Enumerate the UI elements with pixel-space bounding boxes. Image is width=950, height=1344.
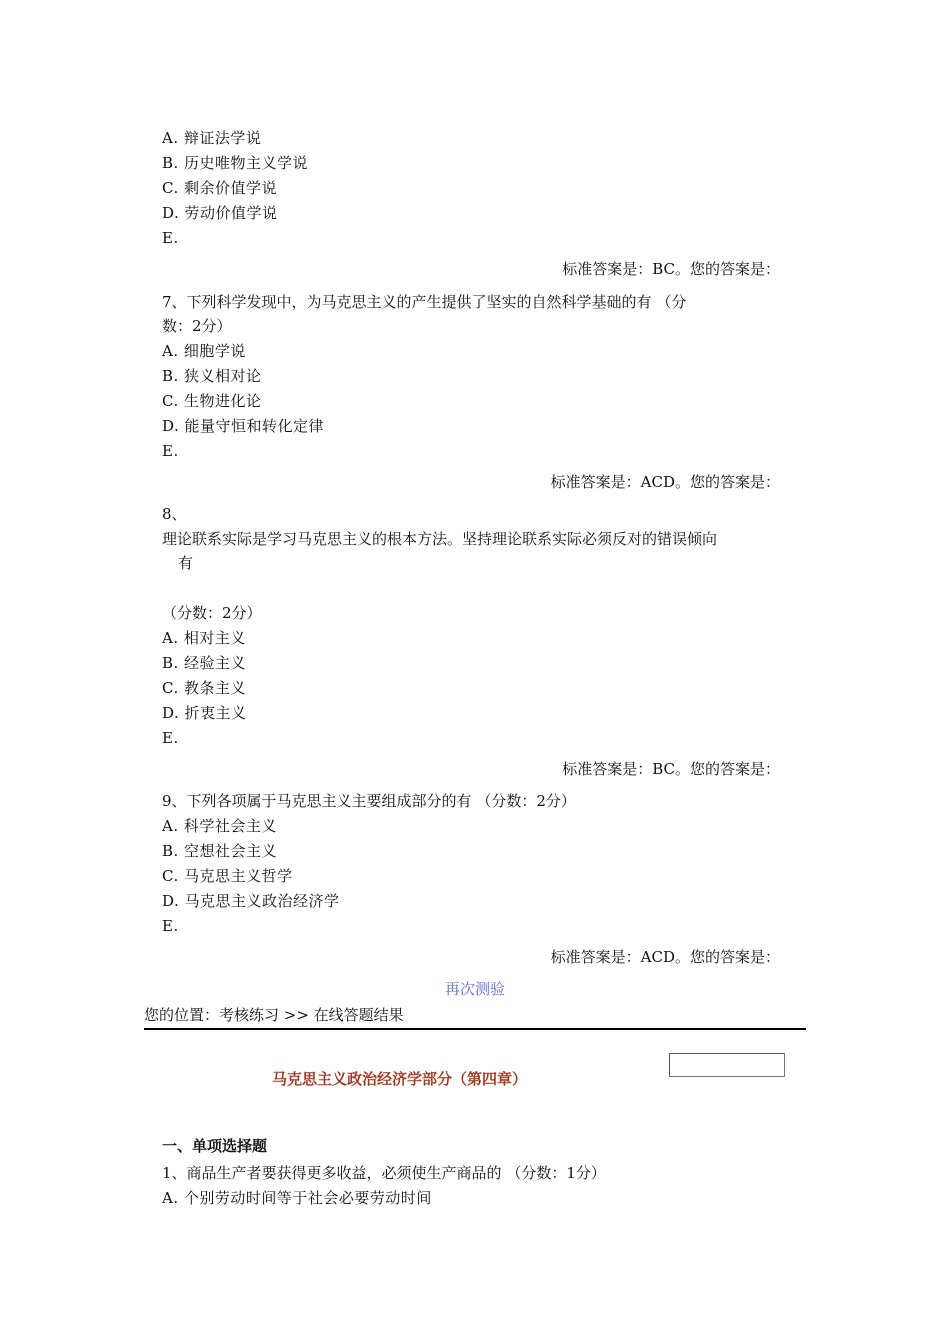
q7-option-e: E. xyxy=(162,442,179,460)
q8-score: （分数：2分） xyxy=(162,604,262,622)
retry-quiz-link[interactable]: 再次测验 xyxy=(444,980,505,998)
q8-number: 8、 xyxy=(162,505,187,523)
q9-option-a: A. 科学社会主义 xyxy=(162,817,277,835)
q6-option-a: A. 辩证法学说 xyxy=(162,129,262,147)
text-input-box[interactable] xyxy=(669,1053,785,1077)
chapter-title: 马克思主义政治经济学部分（第四章） xyxy=(272,1070,528,1088)
q8-option-e: E. xyxy=(162,729,179,747)
q8-option-b: B. 经验主义 xyxy=(162,654,247,672)
q6-option-d: D. 劳动价值学说 xyxy=(162,204,278,222)
q6-answer: 标准答案是：BC。您的答案是： xyxy=(562,260,780,278)
q9-option-d: D. 马克思主义政治经济学 xyxy=(162,892,340,910)
ch4-q1-option-a: A. 个别劳动时间等于社会必要劳动时间 xyxy=(162,1189,432,1207)
q9-option-c: C. 马克思主义哲学 xyxy=(162,867,293,885)
q9-question: 9、下列各项属于马克思主义主要组成部分的有 （分数：2分） xyxy=(162,792,576,810)
breadcrumb: 您的位置：考核练习 >> 在线答题结果 xyxy=(144,1006,404,1024)
q8-question-cont: 有 xyxy=(178,554,194,572)
q7-question: 7、下列科学发现中，为马克思主义的产生提供了坚实的自然科学基础的有 （分 xyxy=(162,293,687,311)
q6-option-e: E. xyxy=(162,229,179,247)
q6-option-b: B. 历史唯物主义学说 xyxy=(162,154,309,172)
divider xyxy=(144,1028,806,1030)
q8-question: 理论联系实际是学习马克思主义的根本方法。坚持理论联系实际必须反对的错误倾向 xyxy=(162,530,718,548)
q8-option-a: A. 相对主义 xyxy=(162,629,246,647)
section-title: 一、单项选择题 xyxy=(162,1137,268,1155)
q7-answer: 标准答案是：ACD。您的答案是： xyxy=(550,473,780,491)
q7-option-b: B. 狭义相对论 xyxy=(162,367,262,385)
q9-option-e: E. xyxy=(162,917,179,935)
q7-option-d: D. 能量守恒和转化定律 xyxy=(162,417,325,435)
q9-answer: 标准答案是：ACD。您的答案是： xyxy=(550,948,780,966)
q7-question-cont: 数：2分） xyxy=(162,317,232,335)
q8-option-d: D. 折衷主义 xyxy=(162,704,247,722)
q8-answer: 标准答案是：BC。您的答案是： xyxy=(562,760,780,778)
q9-option-b: B. 空想社会主义 xyxy=(162,842,278,860)
q7-option-c: C. 生物进化论 xyxy=(162,392,262,410)
q7-option-a: A. 细胞学说 xyxy=(162,342,246,360)
q8-option-c: C. 教条主义 xyxy=(162,679,246,697)
ch4-q1-question: 1、商品生产者要获得更多收益，必须使生产商品的 （分数：1分） xyxy=(162,1164,606,1182)
q6-option-c: C. 剩余价值学说 xyxy=(162,179,277,197)
